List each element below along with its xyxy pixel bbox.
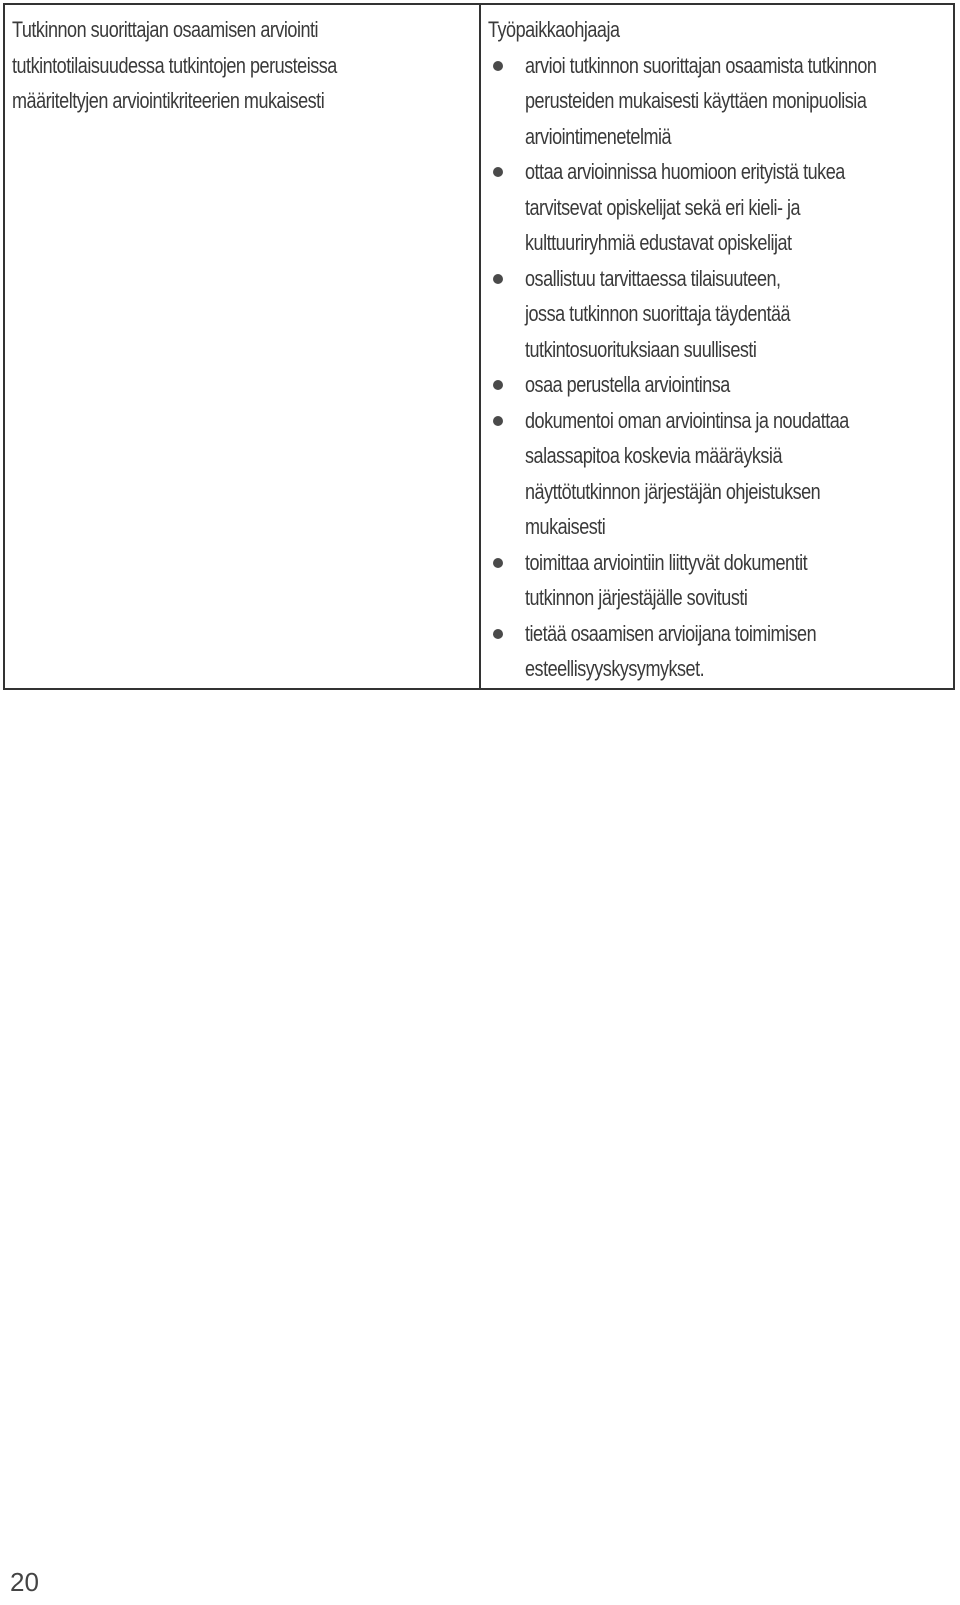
bullet-icon: [493, 629, 503, 639]
list-item: ottaa arvioinnissa huomioon erityistä tukea tarvitsevat opiskelijat sekä eri kieli- ja kulttuuriryhmiä edustavat opiskelijat: [488, 154, 960, 261]
role-heading: Työpaikkaohjaaja: [488, 17, 620, 42]
page-number: 20: [10, 1567, 39, 1597]
bullet-icon: [493, 167, 503, 177]
list-item: toimittaa arviointiin liittyvät dokumentit tutkinnon järjestäjälle sovitusti: [488, 545, 960, 616]
list-item: osallistuu tarvittaessa tilaisuuteen, jossa tutkinnon suorittaja täydentää tutkintosuorituksiaan suullisesti: [488, 261, 960, 368]
bullet-icon: [493, 274, 503, 284]
list-item: dokumentoi oman arviointinsa ja noudattaa salassapitoa koskevia määräyksiä näyttötutkinnon järjestäjän ohjeistuksen mukaisesti: [488, 403, 960, 545]
list-item: osaa perustella arviointinsa: [488, 367, 960, 403]
criteria-table: [3, 3, 955, 690]
criteria-text: Tutkinnon suorittajan osaamisen arviointi tutkintotilaisuudessa tutkintojen perusteissa määriteltyjen arviointikriteerien mukaisesti: [12, 17, 337, 113]
criteria-cell: [5, 5, 481, 688]
bullet-icon: [493, 380, 503, 390]
list-item: tietää osaamisen arvioijana toimimisen esteellisyyskysymykset.: [488, 616, 960, 687]
bullet-icon: [493, 558, 503, 568]
responsibility-list: [488, 48, 960, 687]
bullet-icon: [493, 61, 503, 71]
bullet-icon: [493, 416, 503, 426]
list-item: arvioi tutkinnon suorittajan osaamista tutkinnon perusteiden mukaisesti käyttäen monipuolisia arviointimenetelmiä: [488, 48, 960, 155]
responsibilities-cell: [481, 5, 960, 688]
